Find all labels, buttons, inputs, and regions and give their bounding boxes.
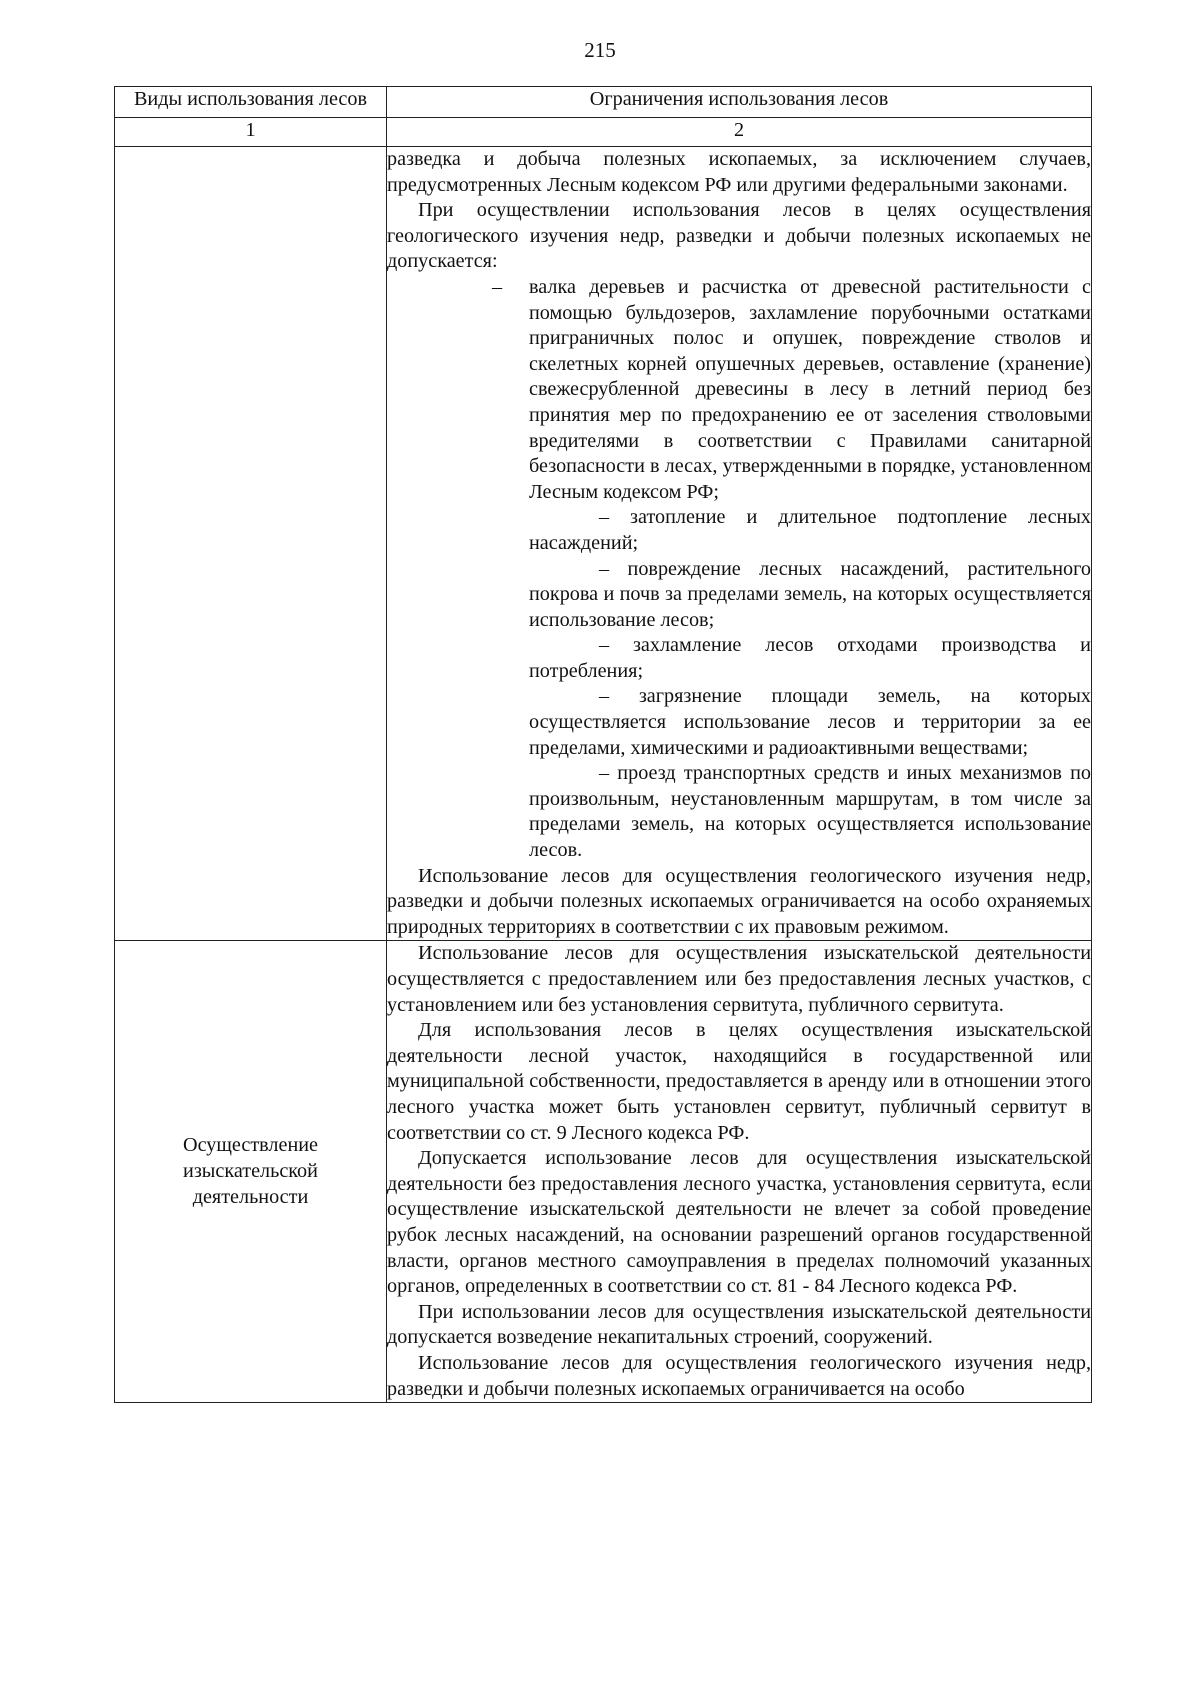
row2-type-line-1: Осуществление [182, 1134, 319, 1157]
row1-paragraph-3: Использование лесов для осуществления геологического изучения недр, разведки и добычи полезных ископаемых ограничивается на особо охраняемых природных территориях в соответствии с их правовым режимом. [387, 864, 1091, 938]
row1-bullet-2: – затопление и длительное подтопление лесных насаждений; [529, 506, 1091, 554]
row1-restrictions-cell [387, 147, 1092, 941]
row2-restrictions-cell [387, 941, 1092, 1403]
row1-paragraph-2: При осуществлении использования лесов в целях осуществления геологического изучения недр, разведки и добычи полезных ископаемых не допускается: [387, 199, 1091, 273]
row1-bullet-3: – повреждение лесных насаждений, растительного покрова и почв за пределами земель, на которых осуществляется использование лесов; [529, 557, 1091, 631]
row2-type-line-2: изыскательской [183, 1159, 318, 1182]
row2-paragraph-1: Использование лесов для осуществления изыскательской деятельности осуществляется с предоставлением или без предоставления лесных участков, с установлением или без установления сервитута, публичного сервитута. [387, 942, 1091, 1016]
row2-paragraph-2: Для использования лесов в целях осуществления изыскательской деятельности лесной участок, находящийся в государственной или муниципальной собственности, предоставляется в аренду или в отношении этого лесного участка может быть установлен сервитут, публичный сервитут в соответствии со ст. 9 Лесного кодекса РФ. [387, 1019, 1091, 1144]
row1-bullet-5: – загрязнение площади земель, на которых осуществляется использование лесов и территории за ее пределами, химическими и радиоактивными веществами; [529, 685, 1091, 759]
table-header-row [115, 87, 1092, 118]
row1-bullet-1-text: валка деревьев и расчистка от древесной растительности с помощью бульдозеров, захламление порубочными остатками приграничных полос и опушек, повреждение стволов и скелетных корней опушечных деревьев, оставление (хранение) свежесрубленной древесины в лесу в летний период без принятия мер по предохранению ее от заселения стволовыми вредителями в соответствии с Правилами санитарной безопасности в лесах, утвержденными в порядке, установленном Лесным кодексом РФ; [529, 275, 1091, 503]
table-column-number-row [115, 118, 1092, 147]
header-forest-use-type: Виды использования лесов [115, 87, 387, 118]
row1-bullet-4: – захламление лесов отходами производства и потребления; [529, 634, 1091, 682]
header-forest-use-restrictions: Ограничения использования лесов [387, 87, 1092, 118]
row2-paragraph-3: Допускается использование лесов для осуществления изыскательской деятельности без предоставления лесного участка, установления сервитута, если осуществление изыскательской деятельности не влечет за собой проведение рубок лесных насаждений, на основании разрешений органов государственной власти, органов местного самоуправления в пределах полномочий указанных органов, определенных в соответствии со ст. 81 - 84 Лесного кодекса РФ. [387, 1147, 1091, 1298]
column-number-2: 2 [387, 118, 1092, 147]
row2-type-cell [115, 941, 387, 1403]
column-number-1: 1 [115, 118, 387, 147]
bullet-dash: – [492, 275, 503, 298]
row2-paragraph-4: При использовании лесов для осуществления изыскательской деятельности допускается возведение некапитальных строений, сооружений. [387, 1300, 1091, 1349]
row1-paragraph-1: разведка и добыча полезных ископаемых, за исключением случаев, предусмотренных Лесным кодексом РФ или другими федеральными законами. [387, 148, 1091, 196]
row1-bullet-6: – проезд транспортных средств и иных механизмов по произвольным, неустановленным маршрутам, в том числе за пределами земель, на которых осуществляется использование лесов. [529, 762, 1091, 862]
table-row [115, 147, 1092, 941]
table-row [115, 941, 1092, 1403]
row2-paragraph-5: Использование лесов для осуществления геологического изучения недр, разведки и добычи полезных ископаемых ограничивается на особо [387, 1351, 1091, 1400]
page-number: 215 [584, 38, 616, 62]
row2-type-line-3: деятельности [192, 1185, 309, 1208]
row1-bullet-1 [492, 275, 1091, 505]
forest-use-table [114, 86, 1092, 1403]
row1-type-cell [115, 147, 387, 941]
